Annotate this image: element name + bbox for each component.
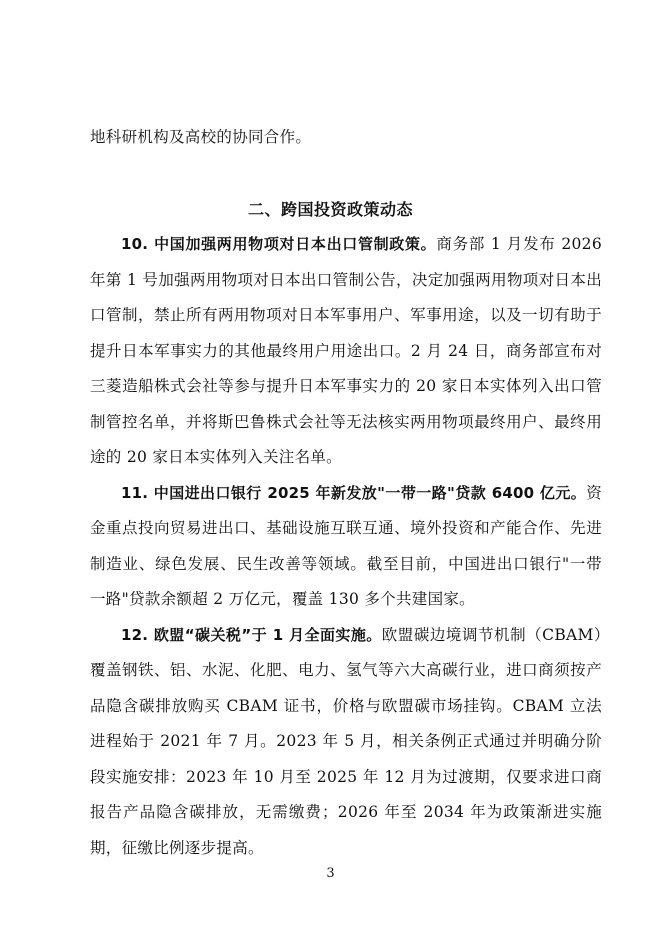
item-title: 10. 中国加强两用物项对日本出口管制政策。	[121, 235, 437, 253]
lead-paragraph	[90, 120, 602, 156]
lead-text: 地科研机构及高校的协同合作。	[90, 128, 312, 146]
item-title: 11. 中国进出口银行 2025 年新发放"一带一路"贷款 6400 亿元。	[121, 483, 587, 502]
item-body: 欧盟碳边境调节机制（CBAM）覆盖钢铁、铝、水泥、化肥、电力、氢气等六大高碳行业，进口商须按产品隐含碳排放购买 CBAM 证书，价格与欧盟碳市场挂钩。CBAM 立法进程始于 2021 年 7 月。2023 年 5 月，相关条例正式通过并明确分阶段实施安排：2023 年 10 月至 2025 年 12 月为过渡期，仅要求进口商报告产品隐含碳排放，无需缴费；2026 年至 2034 年为政策渐进实施期，征缴比例逐步提高。	[90, 625, 602, 857]
items-list	[90, 227, 602, 866]
page-number: 3	[326, 866, 335, 881]
item-title: 12. 欧盟“碳关税”于 1 月全面实施。	[121, 625, 382, 644]
item-body: 商务部 1 月发布 2026 年第 1 号加强两用物项对日本出口管制公告，决定加强两用物项对日本出口管制，禁止所有两用物项对日本军事用户、军事用途，以及一切有助于提升日本军事实力的其他最终用户用途出口。2 月 24 日，商务部宣布对三菱造船株式会社等参与提升日本军事实力的 20 家日本实体列入出口管制管控名单，并将斯巴鲁株式会社等无法核实两用物项最终用户、最终用途的 20 家日本实体列入关注名单。	[90, 235, 602, 466]
list-item	[90, 227, 602, 476]
list-item	[90, 618, 602, 867]
item-body: 资金重点投向贸易进出口、基础设施互联互通、境外投资和产能合作、先进制造业、绿色发展、民生改善等领域。截至目前，中国进出口银行"一带一路"贷款余额超 2 万亿元，覆盖 130 多个共建国家。	[90, 483, 602, 608]
section-heading: 二、跨国投资政策动态	[247, 200, 413, 219]
list-item	[90, 476, 602, 618]
